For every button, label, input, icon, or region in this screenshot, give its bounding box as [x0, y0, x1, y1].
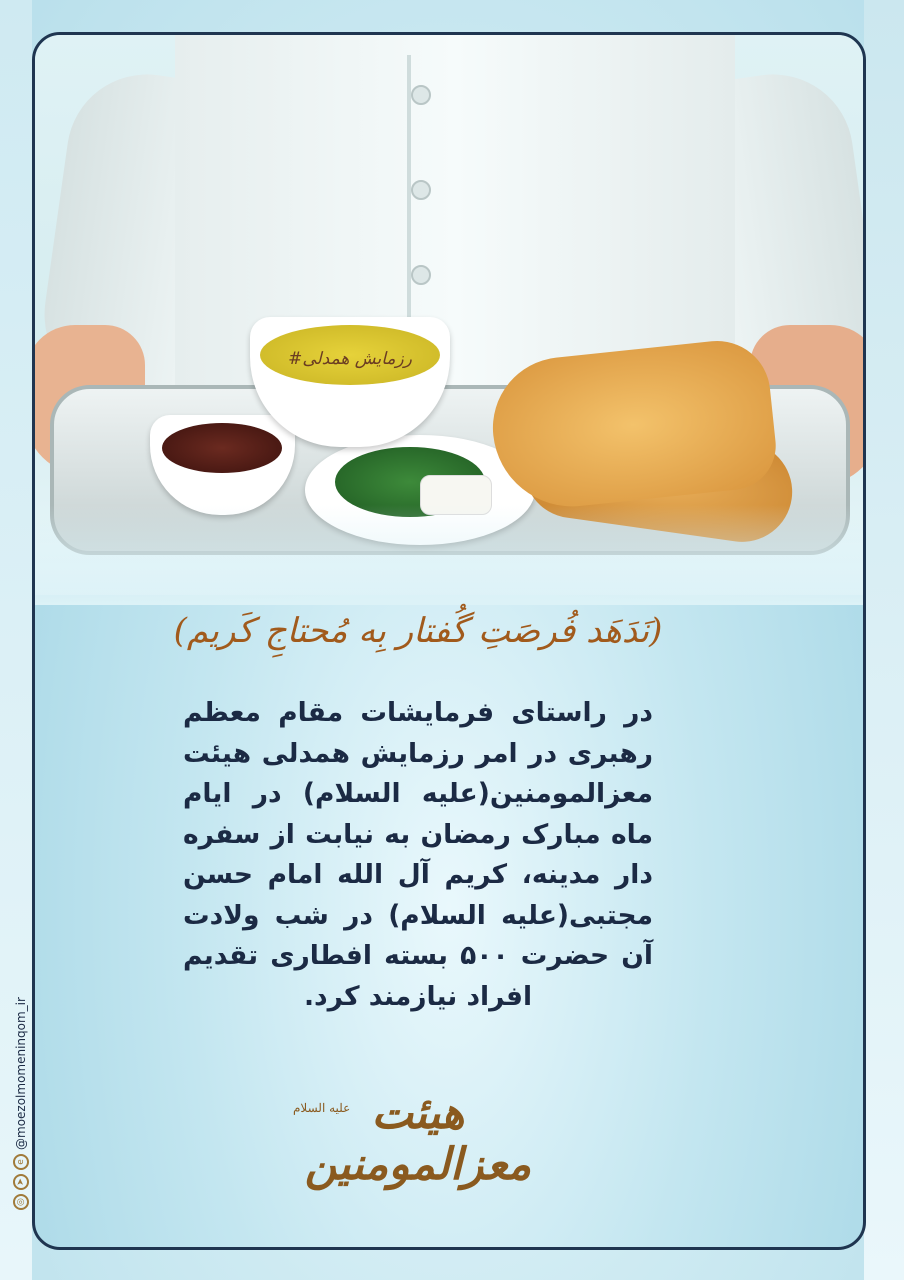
- photo-fade: [35, 505, 863, 605]
- eitaa-icon: e: [13, 1154, 29, 1170]
- announcement-text: در راستای فرمایشات مقام معظم رهبری در امر رزمایش همدلی هیئت معزالمومنین(علیه السلام) در ایام ماه مبارک رمضان به نیابت از سفره دار مدینه، کریم آل الله امام حسن مجتبی(علیه السلام) در شب ولادت آن حضرت ۵۰۰ بسته افطاری تقدیم افراد نیازمند کرد.: [183, 697, 653, 1012]
- organization-signature: هیئت معزالمومنین: [304, 1088, 532, 1190]
- poster-frame: [32, 32, 866, 1250]
- shirt-button: [411, 85, 431, 105]
- poem-subtitle: (نَدَهَد فُرصَتِ گُفتار بِه مُحتاجِ کَریم): [173, 611, 663, 651]
- social-handle-strip: [10, 960, 32, 1210]
- iftar-tray-photo: [35, 35, 863, 595]
- soup: [260, 325, 440, 385]
- signature-honorific: علیه السلام: [293, 1101, 351, 1115]
- social-handle: @moezolmomeninqom_ir: [14, 997, 28, 1150]
- instagram-icon: ◎: [13, 1194, 29, 1210]
- shirt-button: [411, 265, 431, 285]
- soup-caption: #رزمایش همدلی: [288, 349, 412, 369]
- shirt-button: [411, 180, 431, 200]
- telegram-icon: ➤: [13, 1174, 29, 1190]
- right-background-pattern: [864, 0, 904, 1280]
- dates: [162, 423, 282, 473]
